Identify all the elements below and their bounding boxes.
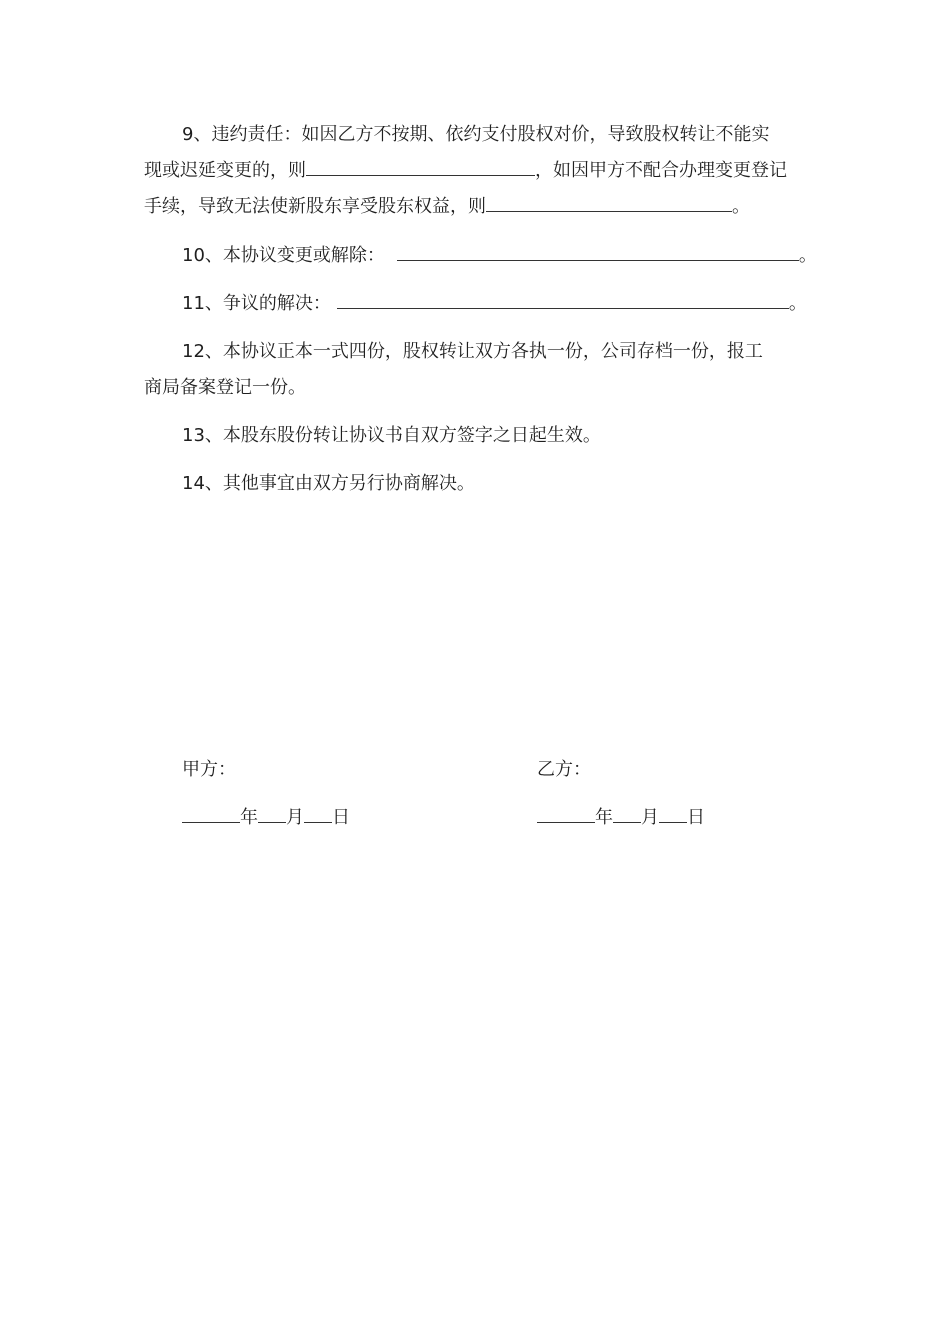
party-a-label xyxy=(182,752,236,788)
clause-10-end: 。 xyxy=(798,245,817,266)
party-b-year-blank[interactable] xyxy=(537,821,595,823)
clause-14 xyxy=(182,466,809,502)
clause-14-text: 14、其他事宜由双方另行协商解决。 xyxy=(182,473,475,494)
clause-12-line-1 xyxy=(182,334,809,370)
party-a-label-text: 甲方： xyxy=(182,759,236,780)
party-a-year-blank[interactable] xyxy=(182,821,240,823)
party-a-day-blank[interactable] xyxy=(304,821,332,823)
clause-9-text-3a: 手续，导致无法使新股东享受股东权益，则 xyxy=(144,196,486,217)
clause-9-text-1: 9、违约责任：如因乙方不按期、依约支付股权对价，导致股权转让不能实 xyxy=(182,124,770,145)
party-b-day-blank[interactable] xyxy=(659,821,687,823)
party-a-month-blank[interactable] xyxy=(258,821,286,823)
clause-12-line-2 xyxy=(144,370,809,406)
party-b-month-label: 月 xyxy=(641,807,659,828)
clause-9-text-2b: ，如因甲方不配合办理变更登记 xyxy=(535,160,787,181)
clause-11-label: 11、争议的解决： xyxy=(182,293,331,314)
party-a-year-label: 年 xyxy=(240,807,258,828)
fill-blank-amendment[interactable] xyxy=(397,259,799,261)
clause-13-text: 13、本股东股份转让协议书自双方签字之日起生效。 xyxy=(182,425,601,446)
clause-9-line-3 xyxy=(144,189,809,225)
party-b-year-label: 年 xyxy=(595,807,613,828)
party-a-month-label: 月 xyxy=(286,807,304,828)
party-a-date xyxy=(182,800,350,836)
clause-10 xyxy=(182,238,817,274)
clause-9-line-2 xyxy=(144,153,809,189)
clause-11-end: 。 xyxy=(788,293,807,314)
party-b-month-blank[interactable] xyxy=(613,821,641,823)
clause-9-text-2a: 现或迟延变更的，则 xyxy=(144,160,306,181)
fill-blank-dispute[interactable] xyxy=(337,307,789,309)
party-b-label xyxy=(537,752,591,788)
party-b-date xyxy=(537,800,705,836)
fill-blank-breach-seller[interactable] xyxy=(486,210,732,212)
clause-9-text-3b: 。 xyxy=(732,196,750,217)
party-b-label-text: 乙方： xyxy=(537,759,591,780)
party-a-day-label: 日 xyxy=(332,807,350,828)
clause-12-text-1: 12、本协议正本一式四份，股权转让双方各执一份，公司存档一份，报工 xyxy=(182,341,763,362)
clause-9-line-1 xyxy=(182,117,809,153)
fill-blank-breach-buyer[interactable] xyxy=(306,174,535,176)
clause-10-label: 10、本协议变更或解除： xyxy=(182,245,385,266)
clause-11 xyxy=(182,286,809,322)
clause-13 xyxy=(182,418,809,454)
party-b-day-label: 日 xyxy=(687,807,705,828)
clause-12-text-2: 商局备案登记一份。 xyxy=(144,377,306,398)
